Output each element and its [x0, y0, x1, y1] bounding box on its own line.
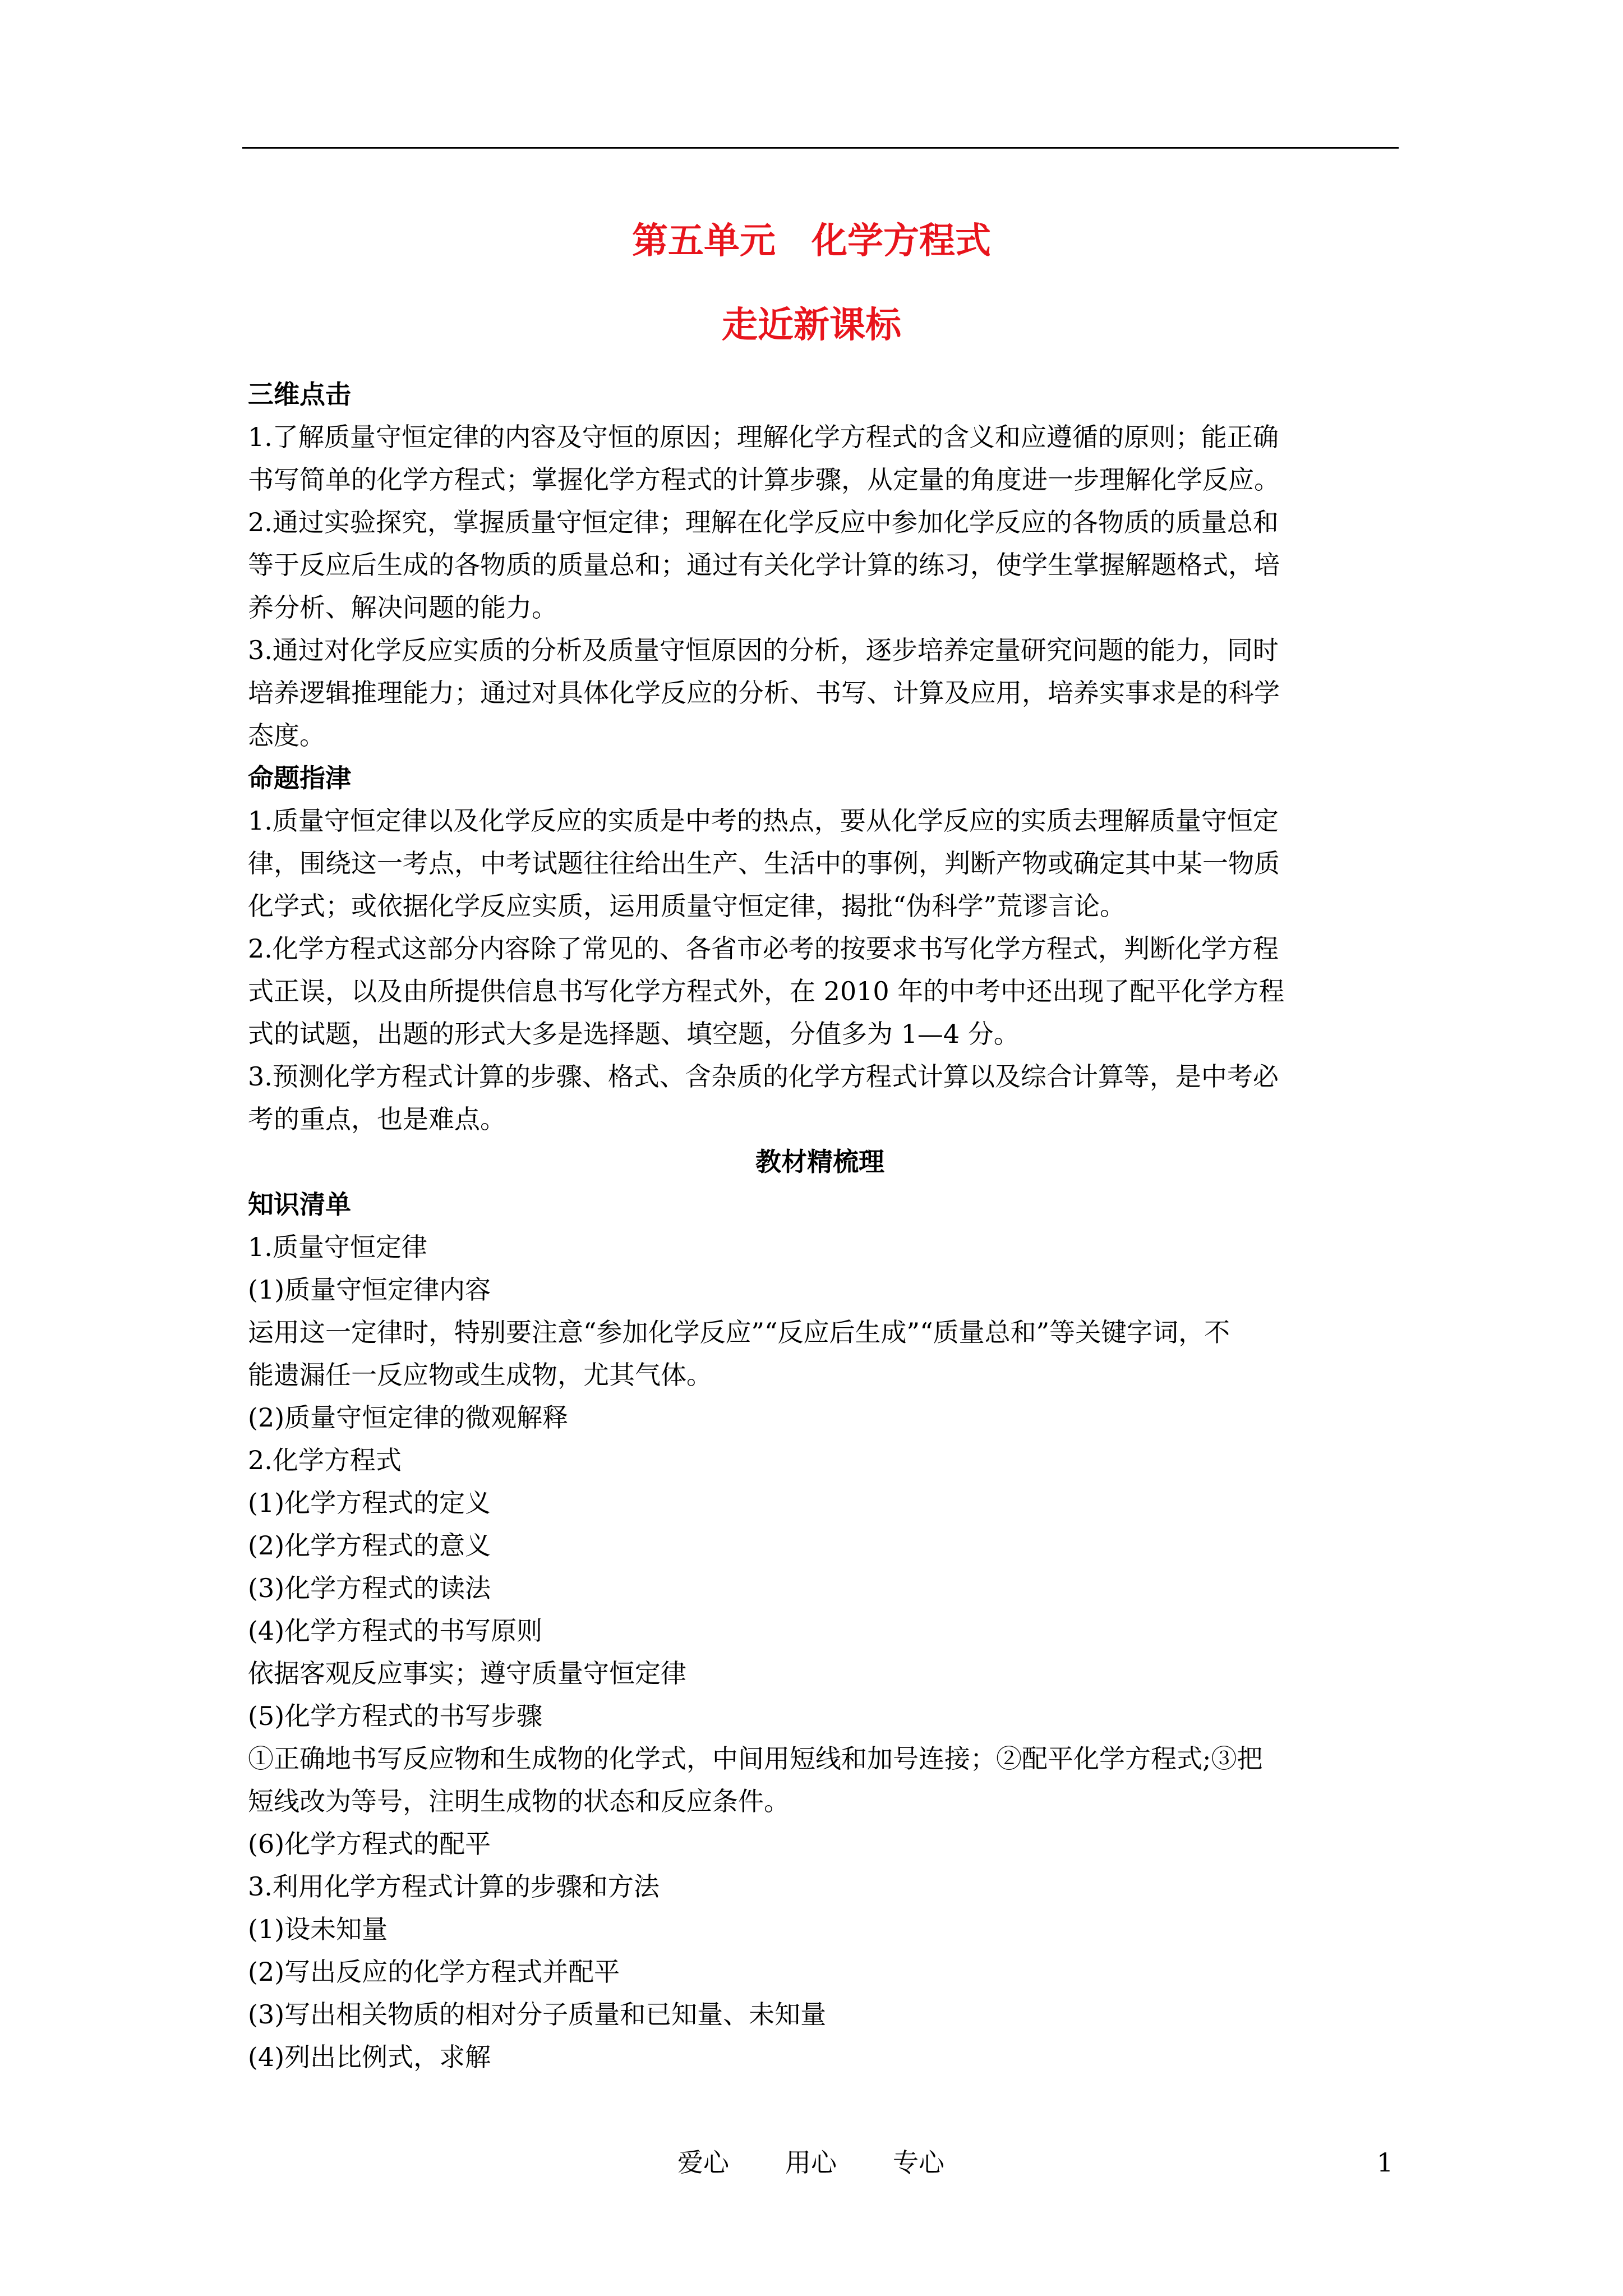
text-line: (1)设未知量 [248, 1914, 388, 1944]
text-line: 养分析、解决问题的能力。 [248, 592, 557, 623]
footer-slogan-item: 爱心 [677, 2147, 729, 2178]
text-line: (3)写出相关物质的相对分子质量和已知量、未知量 [248, 1999, 827, 2030]
text-line: 式的试题，出题的形式大多是选择题、填空题，分值多为 1—4 分。 [248, 1019, 1020, 1049]
footer-slogan-item: 专心 [893, 2147, 944, 2178]
text-line: 3.利用化学方程式计算的步骤和方法 [248, 1871, 660, 1902]
text-line: 化学式；或依据化学反应实质，运用质量守恒定律，揭批“伪科学”荒谬言论。 [248, 891, 1126, 921]
text-line: 1.质量守恒定律 [248, 1232, 427, 1262]
text-line: 考的重点，也是难点。 [248, 1104, 506, 1134]
text-line: 2.化学方程式 [248, 1445, 402, 1475]
document-body [248, 373, 1392, 2078]
text-line: 2.通过实验探究，掌握质量守恒定律；理解在化学反应中参加化学反应的各物质的质量总和 [248, 507, 1279, 537]
text-line: (2)化学方程式的意义 [248, 1530, 491, 1561]
page-title: 第五单元 化学方程式 [632, 220, 991, 262]
header-rule [242, 147, 1399, 149]
section-heading: 命题指津 [248, 763, 351, 793]
text-line: 式正误，以及由所提供信息书写化学方程式外，在 2010 年的中考中还出现了配平化学方程 [248, 976, 1285, 1006]
text-line: (1)质量守恒定律内容 [248, 1274, 491, 1305]
text-line: 律，围绕这一考点，中考试题往往给出生产、生活中的事例，判断产物或确定其中某一物质 [248, 848, 1280, 878]
text-line: 态度。 [248, 720, 325, 751]
section-heading: 教材精梳理 [755, 1147, 884, 1177]
text-line: (3)化学方程式的读法 [248, 1573, 491, 1603]
text-line: ①正确地书写反应物和生成物的化学式，中间用短线和加号连接；②配平化学方程式;③把 [248, 1743, 1263, 1774]
section-heading: 知识清单 [248, 1189, 351, 1220]
text-line: 1.了解质量守恒定律的内容及守恒的原因；理解化学方程式的含义和应遵循的原则；能正确 [248, 422, 1279, 452]
text-line: 2.化学方程式这部分内容除了常见的、各省市必考的按要求书写化学方程式，判断化学方程 [248, 933, 1279, 964]
footer-slogan [677, 2146, 1000, 2179]
text-line: 书写简单的化学方程式；掌握化学方程式的计算步骤，从定量的角度进一步理解化学反应。 [248, 464, 1280, 495]
text-line: 能遗漏任一反应物或生成物，尤其气体。 [248, 1360, 712, 1390]
text-line: (4)化学方程式的书写原则 [248, 1616, 543, 1646]
text-line: (4)列出比例式，求解 [248, 2042, 491, 2072]
page-number: 1 [1377, 2147, 1394, 2178]
text-line: (1)化学方程式的定义 [248, 1488, 491, 1518]
text-line: 运用这一定律时，特别要注意“参加化学反应”“反应后生成”“质量总和”等关键字词，不 [248, 1317, 1230, 1347]
text-line: (6)化学方程式的配平 [248, 1829, 491, 1859]
text-line: 依据客观反应事实；遵守质量守恒定律 [248, 1658, 686, 1688]
text-line: 1.质量守恒定律以及化学反应的实质是中考的热点，要从化学反应的实质去理解质量守恒定 [248, 806, 1279, 836]
text-line: (2)写出反应的化学方程式并配平 [248, 1957, 620, 1987]
text-line: 短线改为等号，注明生成物的状态和反应条件。 [248, 1786, 790, 1816]
text-line: 3.预测化学方程式计算的步骤、格式、含杂质的化学方程式计算以及综合计算等，是中考必 [248, 1061, 1279, 1092]
text-line: 培养逻辑推理能力；通过对具体化学反应的分析、书写、计算及应用，培养实事求是的科学 [248, 678, 1280, 708]
text-line: 3.通过对化学反应实质的分析及质量守恒原因的分析，逐步培养定量研究问题的能力，同时 [248, 635, 1279, 665]
section-heading: 三维点击 [248, 379, 351, 409]
section-subtitle: 走近新课标 [722, 304, 901, 346]
text-line: 等于反应后生成的各物质的质量总和；通过有关化学计算的练习，使学生掌握解题格式，培 [248, 550, 1280, 580]
text-line: (2)质量守恒定律的微观解释 [248, 1402, 569, 1433]
text-line: (5)化学方程式的书写步骤 [248, 1701, 543, 1731]
footer-slogan-item: 用心 [785, 2147, 837, 2178]
